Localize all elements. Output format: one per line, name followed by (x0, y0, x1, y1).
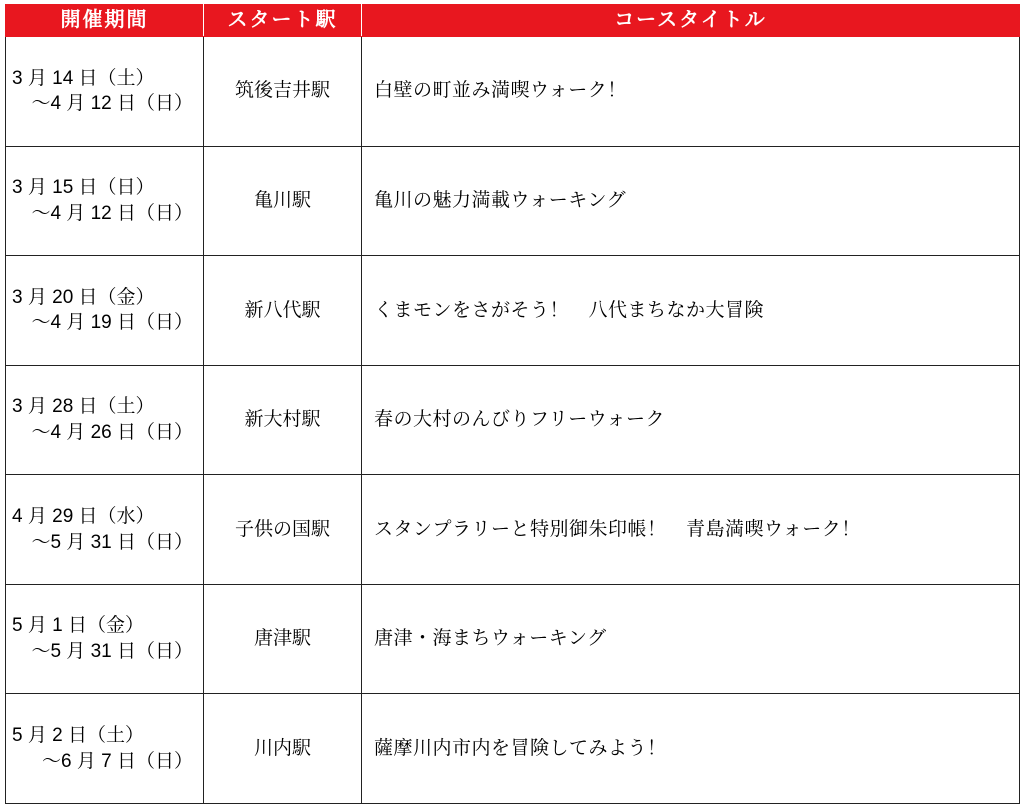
period-end: 〜5 月 31 日（日） (31, 641, 193, 663)
schedule-table (5, 4, 1020, 804)
table-row (6, 694, 1020, 804)
period-end: 〜4 月 12 日（日） (31, 93, 193, 115)
period-end: 〜4 月 26 日（日） (31, 421, 193, 443)
period-end: 〜6 月 7 日（日） (42, 750, 193, 772)
cell-period (6, 475, 204, 585)
cell-title: スタンプラリーと特別御朱印帳！ 青島満喫ウォーク！ (362, 475, 1020, 585)
column-header-title: コースタイトル (362, 5, 1020, 37)
cell-title: 薩摩川内市内を冒険してみよう！ (362, 694, 1020, 804)
period-start: 5 月 1 日（金） (12, 615, 144, 637)
period-end: 〜4 月 19 日（日） (31, 312, 193, 334)
table-header-row (6, 5, 1020, 37)
cell-period (6, 584, 204, 694)
table-row (6, 584, 1020, 694)
cell-station: 亀川駅 (204, 146, 362, 256)
cell-station: 川内駅 (204, 694, 362, 804)
cell-station: 唐津駅 (204, 584, 362, 694)
cell-station: 筑後吉井駅 (204, 37, 362, 147)
table-body (6, 37, 1020, 804)
cell-title: 春の大村のんびりフリーウォーク (362, 365, 1020, 475)
period-start: 4 月 29 日（水） (12, 505, 155, 527)
schedule-table-container (5, 4, 1019, 804)
cell-period (6, 694, 204, 804)
cell-period (6, 256, 204, 366)
period-end: 〜5 月 31 日（日） (31, 531, 193, 553)
table-row (6, 37, 1020, 147)
column-header-station: スタート駅 (204, 5, 362, 37)
cell-title: 白壁の町並み満喫ウォーク！ (362, 37, 1020, 147)
cell-title: 亀川の魅力満載ウォーキング (362, 146, 1020, 256)
table-row (6, 365, 1020, 475)
period-end: 〜4 月 12 日（日） (31, 202, 193, 224)
table-row (6, 256, 1020, 366)
table-row (6, 146, 1020, 256)
cell-station: 子供の国駅 (204, 475, 362, 585)
period-start: 5 月 2 日（土） (12, 725, 144, 747)
cell-period (6, 365, 204, 475)
cell-station: 新大村駅 (204, 365, 362, 475)
table-row (6, 475, 1020, 585)
cell-period (6, 146, 204, 256)
cell-title: くまモンをさがそう！ 八代まちなか大冒険 (362, 256, 1020, 366)
period-start: 3 月 20 日（金） (12, 286, 155, 308)
column-header-period: 開催期間 (6, 5, 204, 37)
period-start: 3 月 28 日（土） (12, 396, 155, 418)
cell-period (6, 37, 204, 147)
cell-station: 新八代駅 (204, 256, 362, 366)
period-start: 3 月 14 日（土） (12, 67, 155, 89)
period-start: 3 月 15 日（日） (12, 177, 155, 199)
cell-title: 唐津・海まちウォーキング (362, 584, 1020, 694)
